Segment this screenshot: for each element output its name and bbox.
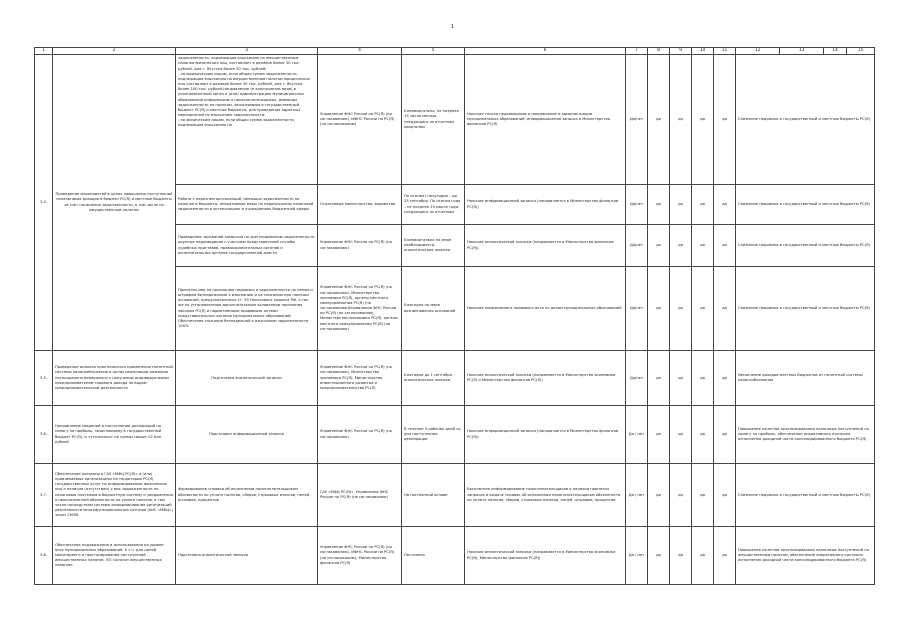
- yesno-cell: Да / нет: [626, 464, 648, 527]
- result-cell: Наличие аналитической записки (направляется в Министерство экономики РС(Я) и Министерство финансов РС(Я)): [465, 351, 626, 406]
- year-cell: да: [714, 351, 736, 406]
- measure-cell: Обеспечение оказания в ГАУ «МФЦ РС(Я)» и (или) привлекаемых организациях на территории РС(Я) государственных услуг по информированию физических лиц о наличии (отсутствии) у них задолженности по налоговым платежам в бюджетную систему и уведомления о неисполненной обязанности по уплате налогов, в том числе посредством системы информирования организаций деятельности многофункциональных центров (АИС «МФЦ») через СМЭВ: [53, 464, 176, 527]
- table-row: [35, 55, 875, 185]
- result-cell: Бесплатное информирование налогоплательщиков о наличии принятых запросов и выдаче справок об исполнении налогоплательщиком обязанности по уплате налогов, сборов, страховых взносов, пеней, штрафов, процентов: [465, 464, 626, 527]
- year-cell: да: [692, 267, 714, 351]
- year-cell: да: [670, 406, 692, 464]
- year-cell: да: [648, 267, 670, 351]
- year-cell: да: [692, 55, 714, 185]
- action-cell: Принятие мер по признанию недоимки и задолженности по пеням и штрафам безнадежными к взысканию и их списанию при наличии оснований, предусмотренных ст. 59 Налогового кодекса РФ, а так же по установленным дополнительным основаниям признания законом РС(Я) и нормативными правовыми актами представительных органов муниципальных образований. Обеспечение списания безнадежной к взысканию задолженности 100%: [176, 267, 318, 351]
- yesno-cell: Да/нет: [626, 225, 648, 267]
- year-cell: да: [670, 225, 692, 267]
- effect-cell: Снижение недоимки в государственный и местные бюджеты РС(Я): [736, 185, 875, 225]
- year-cell: да: [692, 464, 714, 527]
- year-cell: да: [692, 351, 714, 406]
- row-number: 3.8.: [35, 527, 53, 585]
- yesno-cell: Да/нет: [626, 55, 648, 185]
- year-cell: да: [714, 406, 736, 464]
- action-cell: Работа с перечнем организаций, имеющих задолженность по налогам в бюджеты, оперативные меры по недопущению налоговой задолженности в организациях и учреждениях бюджетной сферы: [176, 185, 318, 225]
- year-cell: да: [692, 185, 714, 225]
- year-cell: да: [714, 267, 736, 351]
- term-cell: На постоянной основе: [402, 464, 465, 527]
- header-cell: 9: [670, 48, 692, 55]
- measure-cell: Проведение мероприятий в целях повышения поступлений неналоговых доходов в бюджет РС(Я) и местные бюджеты за счет погашения задолженности, в том числе по имущественным налогам: [53, 55, 176, 351]
- effect-cell: Повышение качества прогнозирования налоговых поступлений по имущественным налогам, обеспечение оперативного контроля исполнения доходной части консолидированного бюджета РС(Я): [736, 527, 875, 585]
- action-cell: Подготовка аналитической записки: [176, 351, 318, 406]
- measure-cell: Направление сведений о поступлении деклараций по налогу на прибыль, зачисляемому в государственный бюджет РС(Я), и «уточненки» не суммы свыше 10 млн рублей: [53, 406, 176, 464]
- effect-cell: Снижение недоимки в государственный и местные бюджеты РС(Я): [736, 55, 875, 185]
- header-cell: 11: [714, 48, 736, 55]
- header-cell: 13: [780, 48, 824, 55]
- header-cell: 7: [626, 48, 648, 55]
- yesno-cell: Да/нет: [626, 185, 648, 225]
- effect-cell: Снижение недоимки в государственный и местные бюджеты РС(Я): [736, 464, 875, 527]
- year-cell: да: [648, 185, 670, 225]
- executor-cell: Управление ФНС России по РС(Я) (по согласованию): [318, 225, 402, 267]
- year-cell: да: [670, 527, 692, 585]
- year-cell: да: [648, 55, 670, 185]
- year-cell: да: [670, 55, 692, 185]
- header-cell: 8: [648, 48, 670, 55]
- result-cell: Наличие информационной записки (направляется в Министерство финансов РС(Я)): [465, 185, 626, 225]
- executor-cell: Управление ФНС России по РС(Я) (по согласованию), ИФНС России по РС(Я) (по согласованию), Министерство финансов РС(Я): [318, 527, 402, 585]
- table-row: [35, 351, 875, 406]
- year-cell: да: [648, 351, 670, 406]
- year-cell: да: [648, 464, 670, 527]
- header-cell: 3: [176, 48, 318, 55]
- page-number: 1: [451, 24, 455, 30]
- term-cell: Ежеквартально по мере необходимости, аналитическая записка: [402, 225, 465, 267]
- yesno-cell: Да / нет: [626, 527, 648, 585]
- plan-table: [34, 47, 875, 585]
- effect-cell: Снижение недоимки в государственный и местные бюджеты РС(Я): [736, 225, 875, 267]
- table-row: [35, 406, 875, 464]
- effect-cell: Снижение недоимки в государственный и местные бюджеты РС(Я): [736, 267, 875, 351]
- result-cell: Наличие нормативного правового акта по делам муниципальных образований: [465, 267, 626, 351]
- table-row: [35, 464, 875, 527]
- table-row: [35, 527, 875, 585]
- action-cell: задолженности, подлежащая взысканию по имущественным налогам физических лиц, составляет в размере более 30 тыс. рублей, для г. Якутска более 30 тыс. рублей; - по юридическим лицам, если общая сумма задолженности, подлежащая взысканию по имущественным налогам юридических лиц составляет в размере более 30 тыс. рублей, для г. Якутска более 100 тыс. рублей.Направление (в электронном виде) в уполномоченный орган и (или) администрацию муниципальных образований информацию о налогоплательщиках, имеющих задолженность по налогам, зачисляемым в государственный бюджет РС(Я) и местные бюджеты, для проведения адресных мероприятий по взысканию задолженности: - по физическим лицам, если общая сумма задолженности, подлежащая взысканию по: [176, 55, 318, 185]
- year-cell: да: [648, 406, 670, 464]
- effect-cell: Повышение качества прогнозирования налоговых поступлений по налогу на прибыль, обеспечение оперативного контроля исполнения доходной части консолидированного бюджета РС(Я): [736, 406, 875, 464]
- row-number: 3.4.: [35, 55, 53, 351]
- action-cell: Формирование справки об исполнении налогоплательщиком обязанности по уплате налогов, сборов, страховых взносов, пеней, штрафов, процентов: [176, 464, 318, 527]
- executor-cell: Управление ФНС России по РС(Я) (по согласованию), Министерство экономики РС(Я), Министерство инвестиционного развития и предпринимательства РС(Я): [318, 351, 402, 406]
- year-cell: да: [692, 527, 714, 585]
- header-cell: 15: [847, 48, 875, 55]
- row-number: 3.5.: [35, 351, 53, 406]
- term-cell: Ежегодно по мере возникновения оснований: [402, 267, 465, 351]
- header-cell: 5: [402, 48, 465, 55]
- yesno-cell: Да/нет: [626, 267, 648, 351]
- header-cell: 12: [736, 48, 780, 55]
- result-cell: Наличие списка недоимщиков и направление в администрации муниципальных образований, информационная записка в Министерство финансов РС(Я): [465, 55, 626, 185]
- term-cell: По итогам I полугодия – до 25 сентября. По итогам года – не позднее 25 марта года, следующего за отчетным: [402, 185, 465, 225]
- year-cell: да: [670, 351, 692, 406]
- header-row: [35, 48, 875, 55]
- measure-cell: Обеспечение поддержания и использования на уровне всех муниципальных образований, в т.ч. для целей мониторинга и прогнозирования поступлений имущественных налогов, ПО «Анализ имущественных налогов»: [53, 527, 176, 585]
- year-cell: да: [714, 225, 736, 267]
- yesno-cell: Да / нет: [626, 406, 648, 464]
- year-cell: да: [714, 185, 736, 225]
- action-cell: Подготовка аналитической записки: [176, 527, 318, 585]
- header-cell: 6: [465, 48, 626, 55]
- year-cell: да: [714, 464, 736, 527]
- result-cell: Наличие аналитической записки (направляется в Министерство экономики РС(Я), Министерство финансов РС(Я)): [465, 527, 626, 585]
- year-cell: да: [692, 225, 714, 267]
- action-cell: Проведение заседаний комиссии по урегулированию задолженности крупных недоимщиков с участием представителей службы судебных приставов, правоохранительных органов и исполнительных органов государственной власти: [176, 225, 318, 267]
- result-cell: Наличие информационной записки (направляется в Министерство финансов РС(Я)): [465, 406, 626, 464]
- term-cell: Постоянно: [402, 527, 465, 585]
- row-number: 3.7.: [35, 464, 53, 527]
- term-cell: В течение 5 рабочих дней со дня поступления декларации: [402, 406, 465, 464]
- header-cell: 14: [824, 48, 847, 55]
- year-cell: да: [648, 225, 670, 267]
- row-number: 3.6.: [35, 406, 53, 464]
- year-cell: да: [692, 406, 714, 464]
- term-cell: Ежеквартально, не позднее 15 числа месяца, следующего за отчетным кварталом: [402, 55, 465, 185]
- year-cell: да: [648, 527, 670, 585]
- year-cell: да: [670, 267, 692, 351]
- executor-cell: ГАУ «МФЦ РС(Я)», Управление ФНС России по РС(Я) (по согласованию): [318, 464, 402, 527]
- result-cell: Наличие аналитической записки (направляется в Министерство финансов РС(Я)): [465, 225, 626, 267]
- effect-cell: Увеличение доходов местных бюджетов от патентной системы налогообложения: [736, 351, 875, 406]
- term-cell: Ежегодно до 1 сентября аналитическая записка: [402, 351, 465, 406]
- year-cell: да: [670, 185, 692, 225]
- header-cell: 4: [318, 48, 402, 55]
- yesno-cell: Да/нет: [626, 351, 648, 406]
- year-cell: да: [670, 464, 692, 527]
- action-cell: Подготовка информационной записки: [176, 406, 318, 464]
- executor-cell: Отраслевые министерства, ведомства: [318, 185, 402, 225]
- executor-cell: Управление ФНС России по РС(Я) (по согласованию), ИФНС России по РС(Я) (по согласованию): [318, 55, 402, 185]
- header-cell: 1: [35, 48, 53, 55]
- year-cell: да: [714, 527, 736, 585]
- executor-cell: Управление ФНС России по РС(Я) (по согласованию), Министерство экономики РС(Я), органы местного самоуправления РС(Я) (по согласованию)Управление ФНС России по РС(Я) (по согласованию), Министерство экономики РС(Я), органы местного самоуправления РС(Я) (по согласованию): [318, 267, 402, 351]
- header-cell: 2: [53, 48, 176, 55]
- executor-cell: Управление ФНС России по РС(Я) (по согласованию): [318, 406, 402, 464]
- measure-cell: Проведение анализа практического применения патентной системы налогообложения в целях реализации размеров потенциально возможного к получению индивидуальным предпринимателем годового дохода по видам предпринимательской деятельности: [53, 351, 176, 406]
- year-cell: да: [714, 55, 736, 185]
- header-cell: 10: [692, 48, 714, 55]
